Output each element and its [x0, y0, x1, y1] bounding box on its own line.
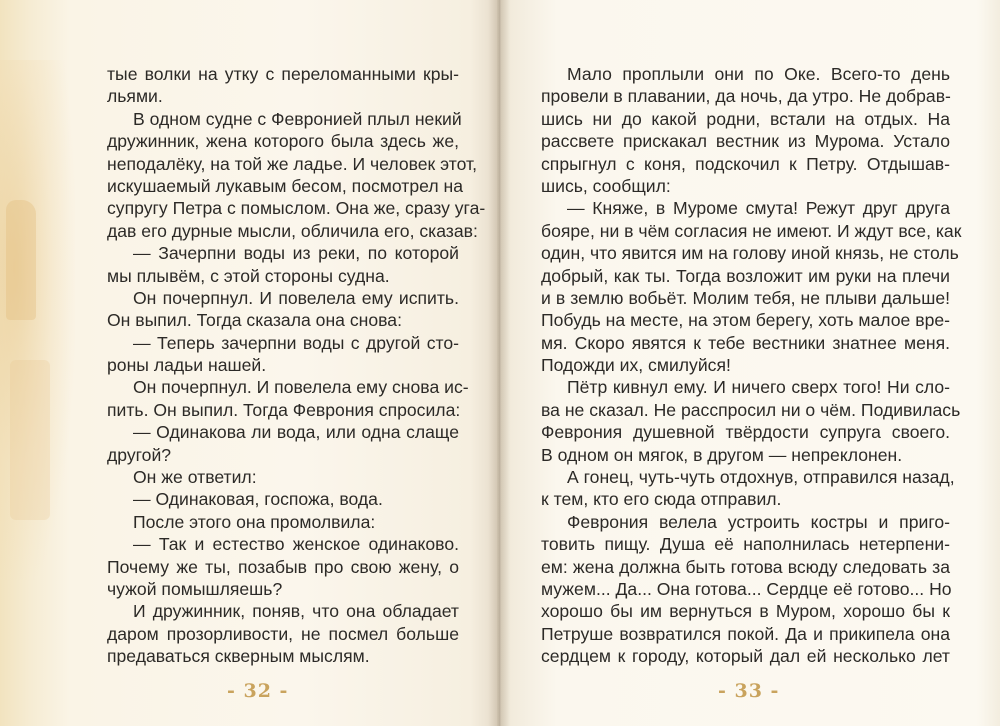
text-line: дружинник, жена которого была здесь же, [107, 131, 459, 152]
left-page [0, 0, 497, 726]
text-line: искушаемый лукавым бесом, посмотрел на [107, 175, 463, 196]
text-line: один, что явится им на голову иной князь, не столь [541, 243, 959, 264]
text-line: Он почерпнул. И повелела ему снова ис- [133, 377, 469, 398]
text-line: льями. [107, 86, 163, 107]
text-line: В одном он мягок, в другом — непреклонен. [541, 444, 903, 465]
text-line: Он почерпнул. И повелела ему испить. [133, 287, 459, 308]
text-line: провели в плавании, да ночь, да утро. Не добрав- [541, 86, 951, 107]
text-line: рассвете прискакал вестник из Мурома. Устало [541, 131, 950, 152]
text-line: дав его дурные мысли, обличила его, сказав: [107, 220, 478, 241]
text-line: мужем... Да... Она готова... Сердце её готово... Но [541, 578, 952, 599]
book-gutter [488, 0, 510, 726]
text-line: Петруше возвратился покой. Да и прикипела она [541, 623, 950, 644]
text-line: ва не сказал. Не расспросил ни о чём. Подивилась [541, 399, 961, 420]
text-line: — Одинакова ли вода, или одна слаще [133, 422, 459, 443]
text-line: — Княже, в Муроме смута! Режут друг друга [567, 198, 950, 219]
text-line: Он выпил. Тогда сказала она снова: [107, 310, 402, 331]
text-line: чужой помышляешь? [107, 578, 283, 599]
text-line: хорошо бы им вернуться в Муром, хорошо бы к [541, 601, 950, 622]
illustration-edge [0, 60, 75, 580]
page-number-right: - 33 - [718, 680, 780, 702]
text-line: ем: жена должна быть готова всюду следовать за [541, 556, 950, 577]
text-line: Почему же ты, позабыв про свою жену, о [107, 556, 459, 577]
text-line: спрыгнул с коня, подскочил к Петру. Отдышав- [541, 153, 950, 174]
text-line: После этого она промолвила: [133, 511, 376, 532]
left-page-text [107, 63, 486, 668]
text-line: А гонец, чуть-чуть отдохнув, отправился назад, [567, 467, 955, 488]
text-line: к тем, кто его сюда отправил. [541, 489, 782, 510]
text-line: Пётр кивнул ему. И ничего сверх того! Ни сло- [567, 377, 950, 398]
text-line: Феврония велела устроить костры и приго- [567, 511, 950, 532]
text-line: Мало проплыли они по Оке. Всего-то день [567, 64, 950, 84]
text-line: — Теперь зачерпни воды с другой сто- [133, 332, 459, 353]
text-line: неподалёку, на той же ладье. И человек этот, [107, 153, 477, 174]
page-number-left: - 32 - [227, 680, 289, 702]
text-line: другой? [107, 444, 172, 465]
text-line: Он же ответил: [133, 467, 257, 488]
text-line: И дружинник, поняв, что она обладает [133, 601, 459, 622]
text-line: пить. Он выпил. Тогда Феврония спросила: [107, 399, 461, 420]
text-line: Подожди их, смилуйся! [541, 355, 731, 376]
text-line: тые волки на утку с переломанными кры- [107, 64, 459, 84]
text-line: сердцем к городу, который дал ей несколько лет [541, 646, 950, 667]
text-line: предаваться скверным мыслям. [107, 646, 370, 667]
illustration-shape [6, 200, 36, 320]
text-line: В одном судне с Февронией плыл некий [133, 108, 462, 129]
text-line: мя. Скоро явятся к тебе вестники знатнее меня. [541, 332, 950, 353]
text-line: супругу Петра с помыслом. Она же, сразу уга- [107, 198, 486, 219]
text-line: бояре, ни в чём согласия не имеют. И ждут все, как [541, 220, 962, 241]
text-line: — Одинаковая, госпожа, вода. [133, 489, 383, 510]
text-line: шись ни до какой родни, встали на отдых. На [541, 108, 950, 129]
text-line: шись, сообщил: [541, 175, 671, 196]
text-line: роны ладьи нашей. [107, 355, 267, 376]
text-line: Побудь на месте, на этом берегу, хоть малое вре- [541, 310, 950, 331]
text-line: мы плывём, с этой стороны судна. [107, 265, 390, 286]
text-line: — Так и естество женское одинаково. [133, 534, 459, 555]
text-line: товить пищу. Душа её наполнилась нетерпени- [541, 534, 950, 555]
right-page [497, 0, 1000, 726]
right-page-text [541, 63, 962, 668]
text-line: и в землю вобьёт. Молим тебя, не плыви дальше! [541, 287, 950, 308]
text-line: добрый, как ты. Тогда возложит им руки на плечи [541, 265, 950, 286]
text-line: — Зачерпни воды из реки, по которой [133, 243, 459, 264]
illustration-shape [10, 360, 50, 520]
text-line: Феврония душевной твёрдости супруга своего. [541, 422, 950, 443]
text-line: даром прозорливости, не посмел больше [107, 623, 459, 644]
